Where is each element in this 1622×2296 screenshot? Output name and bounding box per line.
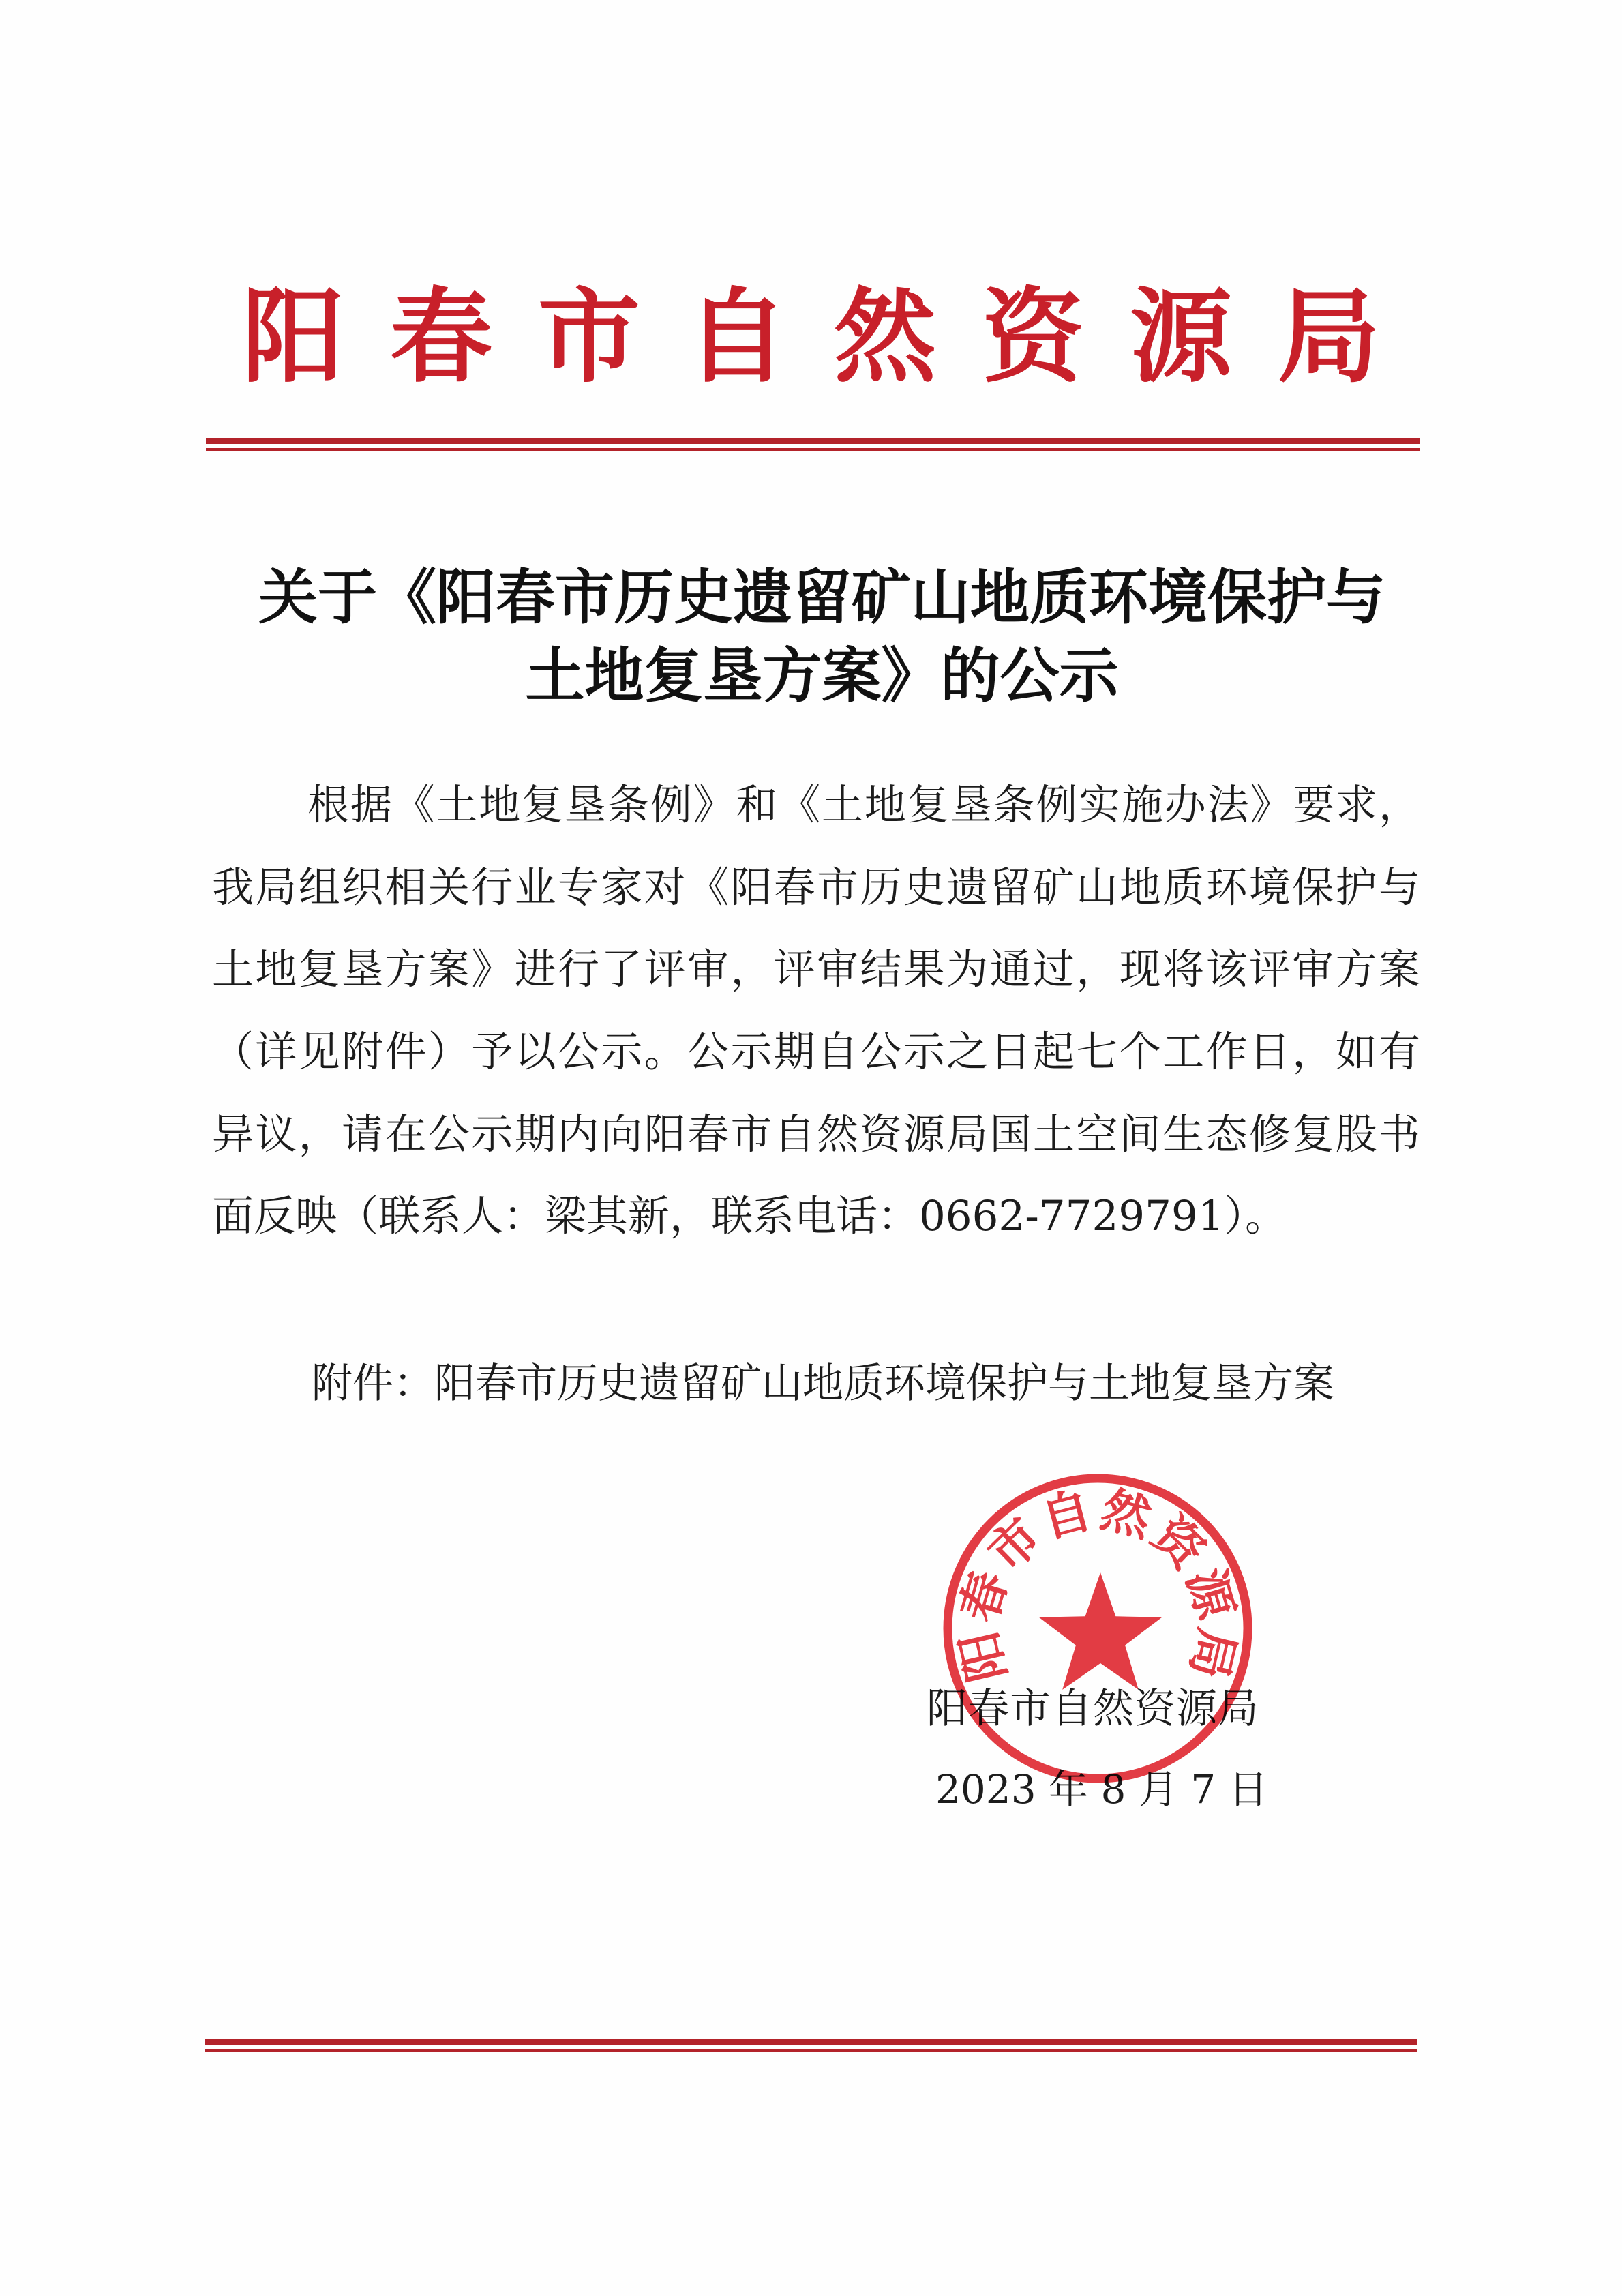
title-line: 土地复垦方案》的公示 <box>525 640 1119 711</box>
title-line: 关于《阳春市历史遗留矿山地质环境保护与 <box>258 562 1385 632</box>
body-line: 我局组织相关行业专家对《阳春市历史遗留矿山地质环境保护与 <box>212 863 1420 912</box>
star-icon <box>1039 1572 1162 1690</box>
body-line: （详见附件）予以公示。公示期自公示之日起七个工作日，如有 <box>212 1028 1420 1077</box>
footer-rule-thin <box>205 2049 1417 2052</box>
body-paragraph <box>212 764 1420 1258</box>
seal-text-path: 阳春市自然资源局 <box>948 1479 1247 1688</box>
signature-date: 2023 年 8 月 7 日 <box>935 1766 1268 1813</box>
footer-rule-thick <box>205 2039 1417 2045</box>
attachment-note: 附件：阳春市历史遗留矿山地质环境保护与土地复垦方案 <box>312 1360 1334 1407</box>
body-line: 土地复垦方案》进行了评审，评审结果为通过，现将该评审方案 <box>212 945 1420 994</box>
signature-agency: 阳春市自然资源局 <box>927 1685 1259 1733</box>
official-seal <box>927 1458 1268 1799</box>
body-line: 异议，请在公示期内向阳春市自然资源局国土空间生态修复股书 <box>212 1109 1420 1159</box>
header-rule-thin <box>206 448 1420 451</box>
document-title <box>22 558 1622 715</box>
agency-header: 阳春市自然资源局 <box>241 277 1426 397</box>
header-rule-thick <box>206 438 1420 444</box>
body-line: 根据《土地复垦条例》和《土地复垦条例实施办法》要求， <box>307 781 1420 829</box>
body-line: 面反映（联系人：梁其新，联系电话：0662-7729791）。 <box>212 1192 1287 1241</box>
